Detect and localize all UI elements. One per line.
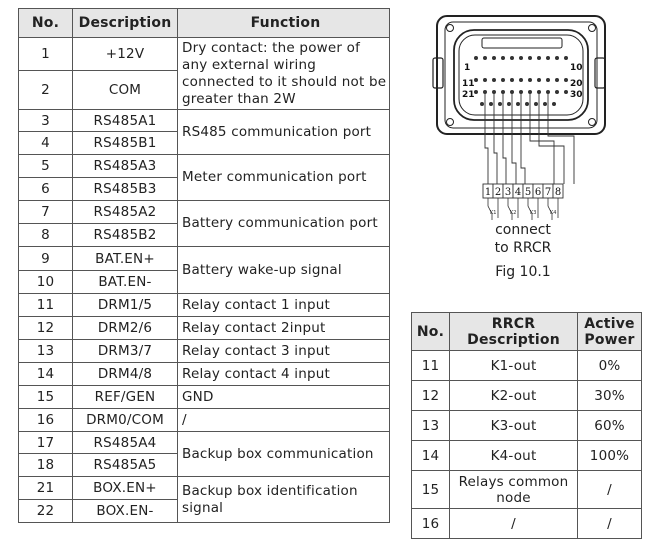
pin-no: 7 xyxy=(19,201,73,224)
pin-desc: BAT.EN+ xyxy=(73,247,178,271)
terminal-label: 5 xyxy=(524,187,532,198)
rrcr-header-row xyxy=(412,313,642,351)
pin-no: 11 xyxy=(19,294,73,317)
pin-function: Relay contact 3 input xyxy=(178,340,390,363)
table-row xyxy=(412,351,642,381)
pin-desc: RS485A4 xyxy=(73,432,178,454)
rrcr-power: 0% xyxy=(578,351,642,381)
connect-label: connect xyxy=(495,222,551,238)
pin-function: Relay contact 4 input xyxy=(178,363,390,386)
terminal-label: 1 xyxy=(484,187,492,198)
wires xyxy=(485,92,574,184)
rrcr-power: 100% xyxy=(578,441,642,471)
pin-no: 6 xyxy=(19,178,73,201)
pin-label-10: 10 xyxy=(570,63,583,73)
rrcr-no: 12 xyxy=(412,381,450,411)
pin-function: Battery wake-up signal xyxy=(178,247,390,294)
connect-label-rrcr: to RRCR xyxy=(494,240,552,256)
rrcr-no: 13 xyxy=(412,411,450,441)
pin-desc: DRM3/7 xyxy=(73,340,178,363)
connector-wiring-figure xyxy=(432,8,612,308)
table-row xyxy=(19,201,390,224)
pin-no: 9 xyxy=(19,247,73,271)
table-row xyxy=(412,381,642,411)
pin-no: 4 xyxy=(19,132,73,155)
rrcr-no: 16 xyxy=(412,509,450,539)
pin-desc: BOX.EN- xyxy=(73,500,178,523)
pin-function: Meter communication port xyxy=(178,155,390,201)
table-row xyxy=(19,155,390,178)
table-row xyxy=(19,432,390,454)
pin-label-20: 20 xyxy=(570,79,583,89)
pin-no: 15 xyxy=(19,386,73,409)
pin-no: 16 xyxy=(19,409,73,432)
rrcr-power: / xyxy=(578,509,642,539)
pin-no: 3 xyxy=(19,110,73,132)
pin-function: Backup box identification signal xyxy=(178,477,390,523)
pin-desc: +12V xyxy=(73,38,178,71)
table-row xyxy=(412,411,642,441)
pin-no: 1 xyxy=(19,38,73,71)
pin-function: Battery communication port xyxy=(178,201,390,247)
relay-label-k4: K4 xyxy=(550,210,557,216)
header-function: Function xyxy=(178,9,390,38)
pin-no: 2 xyxy=(19,71,73,110)
table-row xyxy=(19,317,390,340)
table-row xyxy=(19,409,390,432)
pin-function: / xyxy=(178,409,390,432)
rrcr-header-no: No. xyxy=(412,313,450,351)
table-row xyxy=(412,509,642,539)
rrcr-no: 14 xyxy=(412,441,450,471)
rrcr-desc: K4-out xyxy=(450,441,578,471)
table-row xyxy=(412,471,642,509)
pin-desc: RS485B3 xyxy=(73,178,178,201)
pin-desc: RS485B2 xyxy=(73,224,178,247)
pin-desc: RS485A3 xyxy=(73,155,178,178)
rrcr-desc: Relays common node xyxy=(450,471,578,509)
pin-function: RS485 communication port xyxy=(178,110,390,155)
pin-function: Relay contact 1 input xyxy=(178,294,390,317)
relay-label-k3: K3 xyxy=(530,210,537,216)
pin-desc: COM xyxy=(73,71,178,110)
relay-label-k2: K2 xyxy=(510,210,517,216)
rrcr-power: 60% xyxy=(578,411,642,441)
table-row xyxy=(412,441,642,471)
pin-no: 18 xyxy=(19,454,73,477)
pin-label-11: 11 xyxy=(462,79,475,89)
pin-desc: RS485A1 xyxy=(73,110,178,132)
terminal-label: 2 xyxy=(494,187,502,198)
pin-desc: DRM4/8 xyxy=(73,363,178,386)
table-row xyxy=(19,247,390,271)
pin-function-table xyxy=(18,8,390,523)
table-row xyxy=(19,38,390,71)
connector-housing xyxy=(433,16,605,134)
pin-desc: DRM2/6 xyxy=(73,317,178,340)
pin-desc: BAT.EN- xyxy=(73,271,178,294)
pin-label-21: 21 xyxy=(462,90,475,100)
rrcr-desc: K3-out xyxy=(450,411,578,441)
pin-no: 17 xyxy=(19,432,73,454)
relay-switches xyxy=(488,198,558,220)
pin-desc: DRM1/5 xyxy=(73,294,178,317)
pin-desc: RS485B1 xyxy=(73,132,178,155)
rrcr-table xyxy=(411,312,642,539)
pin-no: 5 xyxy=(19,155,73,178)
pin-function: Backup box communication xyxy=(178,432,390,477)
rrcr-header-description: RRCR Description xyxy=(450,313,578,351)
pin-label-30: 30 xyxy=(570,90,583,100)
rrcr-power: 30% xyxy=(578,381,642,411)
rrcr-header-active-power: Active Power xyxy=(578,313,642,351)
table-row xyxy=(19,340,390,363)
pin-function: Dry contact: the power of any external wiring connected to it should not be greater than 2W xyxy=(178,38,390,110)
terminal-label: 3 xyxy=(504,187,512,198)
table-row xyxy=(19,110,390,132)
pin-no: 14 xyxy=(19,363,73,386)
terminal-label: 7 xyxy=(544,187,552,198)
figure-caption: Fig 10.1 xyxy=(495,264,551,280)
rrcr-no: 15 xyxy=(412,471,450,509)
pin-function: Relay contact 2input xyxy=(178,317,390,340)
table-row xyxy=(19,477,390,500)
terminal-label: 6 xyxy=(534,187,542,198)
pin-desc: DRM0/COM xyxy=(73,409,178,432)
pin-desc: RS485A2 xyxy=(73,201,178,224)
pin-no: 13 xyxy=(19,340,73,363)
pin-no: 8 xyxy=(19,224,73,247)
header-no: No. xyxy=(19,9,73,38)
rrcr-desc: K2-out xyxy=(450,381,578,411)
pin-table-header-row xyxy=(19,9,390,38)
terminal-label: 4 xyxy=(514,187,522,198)
pin-no: 21 xyxy=(19,477,73,500)
rrcr-power: / xyxy=(578,471,642,509)
pin-function: GND xyxy=(178,386,390,409)
pin-desc: REF/GEN xyxy=(73,386,178,409)
pin-label-1: 1 xyxy=(464,63,471,73)
rrcr-no: 11 xyxy=(412,351,450,381)
pin-desc: BOX.EN+ xyxy=(73,477,178,500)
table-row xyxy=(19,386,390,409)
rrcr-desc: / xyxy=(450,509,578,539)
table-row xyxy=(19,294,390,317)
relay-label-k1: K1 xyxy=(490,210,497,216)
pin-desc: RS485A5 xyxy=(73,454,178,477)
header-description: Description xyxy=(73,9,178,38)
rrcr-desc: K1-out xyxy=(450,351,578,381)
pin-no: 22 xyxy=(19,500,73,523)
pin-no: 12 xyxy=(19,317,73,340)
terminal-label: 8 xyxy=(554,187,562,198)
pin-no: 10 xyxy=(19,271,73,294)
table-row xyxy=(19,363,390,386)
